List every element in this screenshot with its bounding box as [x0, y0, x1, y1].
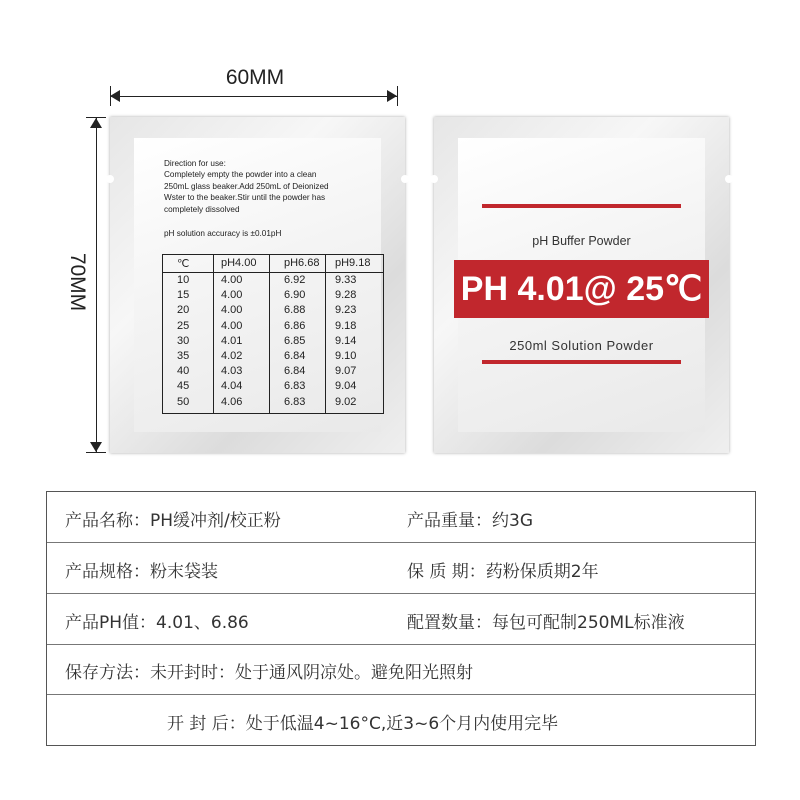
- solution-subtitle: 250ml Solution Powder: [509, 338, 654, 353]
- accuracy-text: pH solution accuracy is ±0.01pH: [164, 229, 282, 238]
- sachet-front: [434, 117, 729, 453]
- table-cell: 50: [177, 395, 190, 408]
- table-cell: 9.33: [335, 274, 357, 286]
- table-cell: 4.00: [221, 274, 243, 286]
- table-cell: 6.83: [284, 380, 306, 393]
- product-name: 产品名称：PH缓冲剂/校正粉: [65, 511, 281, 531]
- table-divider: [47, 644, 755, 645]
- table-divider: [47, 593, 755, 594]
- table-cell: 9.02: [335, 395, 357, 408]
- width-dimension-line: [110, 96, 397, 97]
- table-cell: 25: [177, 319, 190, 332]
- table-cell: 9.07: [335, 365, 357, 378]
- preparation-quantity: 配置数量：每包可配制250ML标准液: [407, 613, 685, 633]
- table-cell: 6.84: [284, 350, 306, 362]
- table-header-cell: pH9.18: [335, 257, 371, 269]
- table-cell: 20: [177, 304, 190, 317]
- directions-line: Wster to the beaker.Stir until the powder has: [164, 193, 326, 203]
- directions-line: completely dissolved: [164, 204, 240, 214]
- table-cell: 9.04: [335, 380, 357, 393]
- storage-method: 保存方法：未开封时：处于通风阴凉处。避免阳光照射: [65, 663, 473, 683]
- table-cell: 45: [177, 380, 190, 393]
- table-cell: 9.14: [335, 334, 357, 347]
- table-cell: 40: [177, 365, 190, 378]
- dimension-tick-bottom: [86, 452, 106, 453]
- directions-line: Completely empty the powder into a clean: [164, 170, 317, 180]
- table-header-cell: pH4.00: [221, 257, 257, 269]
- table-cell: 30: [177, 334, 190, 347]
- red-stripe-top: [482, 204, 681, 208]
- shelf-life: 保 质 期：药粉保质期2年: [407, 562, 599, 582]
- table-header-cell: ℃: [177, 258, 190, 270]
- sachet-front-label: [458, 138, 705, 432]
- table-cell: 4.03: [221, 365, 243, 378]
- table-cell: 9.28: [335, 289, 357, 302]
- table-cell: 4.00: [221, 304, 243, 317]
- sachet-back: [110, 117, 405, 453]
- dimension-tick-right: [397, 86, 398, 106]
- tear-notch: [430, 175, 438, 183]
- table-divider: [47, 542, 755, 543]
- table-cell: 4.00: [221, 289, 243, 302]
- table-cell: 4.01: [221, 334, 243, 347]
- tear-notch: [106, 175, 114, 183]
- red-stripe-bottom: [482, 360, 681, 364]
- table-column-divider: [325, 255, 326, 413]
- after-opening: 开 封 后：处于低温4~16°C,近3~6个月内使用完毕: [167, 714, 559, 734]
- tear-notch: [725, 175, 733, 183]
- table-header-divider: [163, 272, 383, 273]
- table-cell: 35: [177, 350, 190, 362]
- product-info-table: [46, 491, 756, 746]
- table-cell: 10: [177, 274, 190, 286]
- table-cell: 6.90: [284, 289, 306, 302]
- table-cell: 4.00: [221, 319, 243, 332]
- table-cell: 6.92: [284, 274, 306, 286]
- directions-line: Direction for use:: [164, 159, 226, 168]
- table-column-divider: [213, 255, 214, 413]
- table-cell: 4.04: [221, 380, 243, 393]
- table-cell: 9.23: [335, 304, 357, 317]
- table-cell: 6.88: [284, 304, 306, 317]
- tear-notch: [401, 175, 409, 183]
- ph-value-band: PH 4.01@ 25℃: [454, 260, 709, 318]
- table-cell: 9.18: [335, 319, 357, 332]
- table-cell: 6.83: [284, 395, 306, 408]
- height-dimension-line: [96, 118, 97, 452]
- product-weight: 产品重量：约3G: [407, 511, 533, 531]
- product-title: pH Buffer Powder: [532, 234, 631, 248]
- ph-temperature-table: [162, 254, 384, 414]
- table-cell: 6.86: [284, 319, 306, 332]
- width-dimension-label: 60MM: [225, 66, 285, 89]
- table-cell: 15: [177, 289, 190, 302]
- directions-line: 250mL glass beaker.Add 250mL of Deionized: [164, 181, 329, 191]
- table-cell: 6.85: [284, 334, 306, 347]
- table-cell: 4.02: [221, 350, 243, 362]
- height-dimension-label: 70MM: [66, 252, 89, 312]
- product-spec: 产品规格：粉末袋装: [65, 562, 218, 582]
- directions-text: [164, 158, 374, 215]
- table-cell: 6.84: [284, 365, 306, 378]
- table-divider: [47, 694, 755, 695]
- sachet-back-label: [134, 138, 381, 432]
- table-header-cell: pH6.68: [284, 257, 320, 269]
- table-cell: 9.10: [335, 350, 357, 362]
- table-cell: 4.06: [221, 395, 243, 408]
- table-column-divider: [269, 255, 270, 413]
- product-ph-values: 产品PH值：4.01、6.86: [65, 613, 249, 633]
